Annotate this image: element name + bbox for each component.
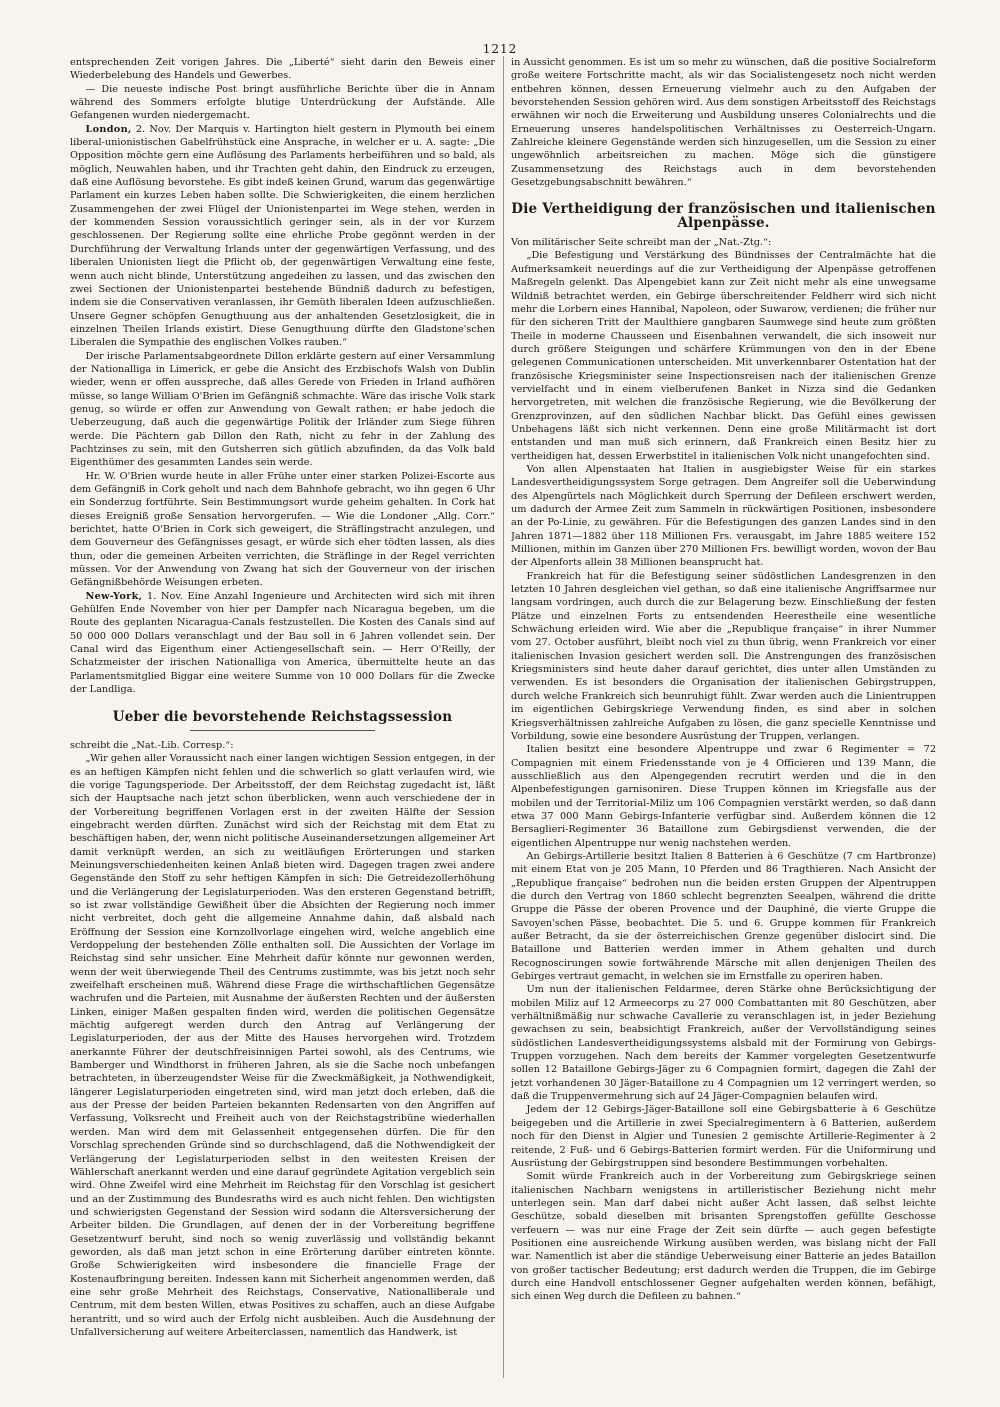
left-column xyxy=(70,56,495,1376)
page-number: 1212 xyxy=(482,42,518,56)
paragraph-source-ntz: Von militärischer Seite schreibt man der „Nat.-Ztg.“: xyxy=(511,237,772,249)
paragraph-obrien: Hr. W. O'Brien wurde heute in aller Frühe unter einer starken Polizei-Escorte aus dem Gefängniß in Cork geholt und nach dem Bahnhofe gebracht, wo ihn gegen 6 Uhr ein Sonderzug fortführte. Sein Bestimmungsort wurde geheim gehalten. In Cork hat dieses Ereigniß große Sensation hervorgerufen. — Wie die Londoner „Allg. Corr.“ berichtet, hatte O'Brien in Cork sich geweigert, die Sträflingstracht anzulegen, und dem Gouverneur des Gefängnisses gesagt, er würde sich eher tödten lassen, als dies thun, oder die gemeinen Arbeiten verrichten, die Sträflinge in der Regel verrichten müssen. Vor der Anwendung von Zwang hat sich der Gouverneur von der irischen Gefängnißbehörde Weisungen erbeten. xyxy=(70,470,495,589)
column-divider xyxy=(503,56,504,1378)
dateline-newyork: New-York, xyxy=(85,590,143,602)
paragraph-continued: in Aussicht genommen. Es ist um so mehr zu wünschen, daß die positive Socialreform große weitere Fortschritte macht, als wir das Socialistengesetz noch nicht werden entbehren können, dessen Erneuerung vielmehr auch zu den Aufgaben der bevorstehenden Session gehören wird. Aus dem sonstigen Arbeitsstoff des Reichstags erwähnen wir noch die Erweiterung und Ausbildung unseres Colonialrechts und die Erneuerung unseres handelspolitischen Verhältnisses zu Oesterreich-Ungarn. Zahlreiche kleinere Gegenstände werden sich hinzugesellen, um die Session zu einer ungewöhnlich arbeitsreichen zu machen. Möge sich die günstigere Zusammensetzung des Reichstags auch in dem bevorstehenden Gesetzgebungsabschnitt bewähren.“ xyxy=(511,57,936,189)
paragraph-source: schreibt die „Nat.-Lib. Corresp.“: xyxy=(70,739,234,751)
paragraph-alpen-5: An Gebirgs-Artillerie besitzt Italien 8 Batterien à 6 Geschütze (7 cm Hartbronze) mit einem Etat von je 205 Mann, 10 Pferden und 86 Tragthieren. Nach Ansicht der „Republique française“ bedrohen nun die beiden ersten Gruppen der Alpentruppen die durch den Vertrag von 1860 schlecht begrenzten Seealpen, während die dritte Gruppe die Pässe der oberen Provence und der Dauphiné, die vierte Gruppe die Savoyen'schen Pässe, beobachtet. Die 5. und 6. Gruppe kommen für Frankreich außer Betracht, da sie der österreichischen Grenze gegenüber dislocirt sind. Die Bataillone und Batterien werden immer in Athem gehalten und durch Recognoscirungen sowie fortwährende Märsche mit allen denjenigen Theilen des Gebirges vertraut gemacht, in welchen sie im Ernstfalle zu operiren haben. xyxy=(511,850,936,983)
paragraph-alpen-4: Italien besitzt eine besondere Alpentruppe und zwar 6 Regimenter = 72 Compagnien mit einem Friedensstande von je 4 Officieren und 139 Mann, die ausschließlich aus den Alpengegenden recrutirt werden und die in den Alpenbefestigungen garnisoniren. Diese Truppen können im Kriegsfalle aus der mobilen und der Territorial-Miliz um 106 Compagnien verstärkt werden, so daß dann etwa 37 000 Mann Gebirgs-Infanterie verfügbar sind. Außerdem können die 12 Bersaglieri-Regimenter 36 Bataillone zum Gebirgsdienst verwenden, die der eigentlichen Alpentruppe nur wenig nachstehen werden. xyxy=(511,744,936,849)
heading-alpenpaesse: Die Vertheidigung der französischen und italienischen Alpenpässe. xyxy=(511,201,936,231)
paragraph-session: „Wir gehen aller Voraussicht nach einer langen wichtigen Session entgegen, in der es an heftigen Kämpfen nicht fehlen und die schwerlich so glatt verlaufen wird, wie die vorige Tagungsperiode. Der Arbeitsstoff, der dem Reichstag zugedacht ist, läßt sich der Hauptsache nach jetzt schon überblicken, wenn auch verschiedene der in der Vorbereitung begriffenen Vorlagen erst in der zweiten Hälfte der Session eingebracht werden dürften. Zunächst wird sich der Reichstag mit dem Etat zu beschäftigen haben, der, wenn nicht politische Auseinandersetzungen allgemeiner Art damit verknüpft werden, an sich zu weitläufigen Erörterungen und starken Meinungsverschiedenheiten keinen Anlaß bieten wird. Dagegen tragen zwei andere Gegenstände den Stoff zu sehr heftigen Kämpfen in sich: Die Getreidezollerhöhung und die Verlängerung der Legislaturperioden. Was den ersteren Gegenstand betrifft, so ist zwar vollständige Gewißheit über die Absichten der Regierung noch immer nicht verbreitet, doch geht die allgemeine Annahme dahin, daß alsbald nach Eröffnung der Session eine Kornzollvorlage eingehen wird, welche angeblich eine Verdoppelung der bestehenden Zölle enthalten soll. Die Aussichten der Vorlage im Reichstag sind sehr unsicher. Eine Mehrheit dafür könnte nur gewonnen werden, wenn der weit überwiegende Theil des Centrums zustimmte, was bis jetzt noch sehr zweifelhaft erscheinen muß. Während diese Frage die wirthschaftlichen Gegensätze wachrufen und die Parteien, mit Ausnahme der äußersten Rechten und der äußersten Linken, einiger Maßen gespalten finden wird, werden die politischen Gegensätze mächtig aufgeregt werden durch den Antrag auf Verlängerung der Legislaturperioden, der aus der Mitte des Hauses hervorgehen wird. Trotzdem anerkannte Führer der deutschfreisinnigen Partei sowohl, als des Centrums, wie Bamberger und Windthorst in früheren Jahren, als sie die Sache noch unbefangen betrachteten, in überzeugendster Weise für die Zweckmäßigkeit, ja Nothwendigkeit, längerer Legislaturperioden eingetreten sind, wird man jetzt doch erleben, daß die aus der Presse der beiden Parteien bekannten Redensarten von den Angriffen auf Verfassung, Volksrecht und Freiheit auch von der Reichstagstribüne wiederhallen werden. Man wird dem mit Gelassenheit entgegensehen dürfen. Die für den Vorschlag sprechenden Gründe sind so durchschlagend, daß die Nothwendigkeit der Verlängerung der Legislaturperioden selbst in den weitesten Kreisen der Wählerschaft anerkannt werden und eine darauf gegründete Agitation vergeblich sein wird. Ohne Zweifel wird eine Mehrheit im Reichstag für den Vorschlag ist gesichert und an der Zustimmung des Bundesraths wird es auch nicht fehlen. Den wichtigsten und schwierigsten Gegenstand der Session wird sodann die Altersversicherung der Arbeiter bilden. Die Grundlagen, auf denen der in der Vorbereitung begriffene Gesetzentwurf beruht, sind noch so wenig zuverlässig und vollständig bekannt geworden, als daß man jetzt schon in eine Erörterung darüber eintreten könnte. Große Schwierigkeiten wird insbesondere die financielle Frage der Kostenaufbringung bereiten. Indessen kann mit Sicherheit angenommen werden, daß eine sehr große Mehrheit des Reichstags, Conservative, Nationalliberale und Centrum, mit dem besten Willen, etwas Positives zu schaffen, auch an diese Aufgabe herantritt, und so wird auch der Erfolg nicht ausbleiben. Auch die Ausdehnung der Unfallversicherung auf weitere Arbeiterclassen, namentlich das Handwerk, ist xyxy=(70,753,495,1338)
heading-reichstag: Ueber die bevorstehende Reichstagssession xyxy=(112,708,453,725)
paragraph-london xyxy=(70,123,495,350)
dateline-london: London, xyxy=(85,123,132,135)
right-column xyxy=(511,56,936,1376)
paragraph-alpen-1: „Die Befestigung und Verstärkung des Bündnisses der Centralmächte hat die Aufmerksamkeit neuerdings auf die zur Vertheidigung der Alpenpässe getroffenen Maßregeln gelenkt. Das Alpengebiet kann zur Zeit nicht mehr als eine unwegsame Wildniß betrachtet werden, ein Gebirge überschreitender Feldherr wird sich nicht mehr die Lorbern eines Hannibal, Napoleon, oder Suwarow, verdienen; die früher nur für den sicheren Tritt der Maulthiere gangbaren Saumwege sind heute zum größten Theile in moderne Chausseen und Eisenbahnen verwandelt, die sich insoweit nur durch größere Steigungen und schärfere Krümmungen von den in der Ebene gelegenen Communicationen unterscheiden. Mit unverkennbarer Ostentation hat der französische Kriegsminister seine Inspectionsreisen nach der italienischen Grenze vervielfacht und in einem vielberufenen Banket in Nizza sind die Gedanken hervorgetreten, mit welchen die französische Regierung, wie die Bevölkerung der Grenzprovinzen, auf den südlichen Nachbar blickt. Das Gefühl eines gewissen Unbehagens läßt sich nicht verkennen. Denn eine große Militärmacht ist dort entstanden und man muß sich erinnern, daß Frankreich einen Besitz hier zu vertheidigen hat, dessen Erwerbstitel in italienischen Volk nicht unangefochten sind. xyxy=(511,250,936,462)
paragraph-intro: entsprechenden Zeit vorigen Jahres. Die „Liberté“ sieht darin den Beweis einer Wiederbelebung des Handels und Gewerbes. xyxy=(70,57,495,82)
newyork-text: 1. Nov. Eine Anzahl Ingenieure und Architecten wird sich mit ihren Gehülfen Ende November von hier per Dampfer nach Nicaragua begeben, um die Route des geplanten Nicaragua-Canals festzustellen. Die Kosten des Canals sind auf 50 000 000 Dollars veranschlagt und der Bau soll in 6 Jahren vollendet sein. Der Canal wird das Eigenthum einer Actiengesellschaft sein. — Herr O'Reilly, der Schatzmeister der irischen Nationalliga von America, übermittelte heute an das Parlamentsmitglied Biggar eine weitere Summe von 10 000 Dollars für die Zwecke der Landliga. xyxy=(70,590,495,696)
london-text: 2. Nov. Der Marquis v. Hartington hielt gestern in Plymouth bei einem liberal-unionistischen Gabelfrühstück eine Ansprache, in welcher er u. A. sagte: „Die Opposition möchte gern eine Auflösung des Parlaments herbeiführen und so bald, als möglich, Neuwahlen haben, und ihr Trachten geht dahin, den Eindruck zu erzeugen, daß eine Auflösung bevorstehe. Es gibt indeß keinen Grund, warum das gegenwärtige Parlament ein kurzes Leben haben sollte. Die Schwierigkeiten, die einem herzlichen Zusammengehen der zwei Flügel der Unionistenpartei im Wege stehen, werden in der kommenden Session voraussichtlich geringer sein, als in der vor Kurzem geschlossenen. Der Regierung sollte eine ehrliche Probe gegönnt werden in der Durchführung der Verwaltung Irlands unter der gegenwärtigen Verfassung, und des liberalen Unionisten liegt die Pflicht ob, der gegenwärtigen Verwaltung eine feste, wenn auch nicht blinde, Unterstützung angedeihen zu lassen, und das zwischen den zwei Sectionen der Unionistenpartei bestehende Bündniß dadurch zu befestigen, indem sie die Conservativen veranlassen, ihr Gemüth liberalen Ideen aufzuschließen. Unsere Gegner schöpfen Genugthuung aus der anhaltenden Gesetzlosigkeit, die in einzelnen Theilen Irlands existirt. Diese Genugthuung dürfte den Gladstone'schen Liberalen die Sympathie des englischen Volkes rauben.“ xyxy=(70,123,495,349)
paragraph-alpen-8: Somit würde Frankreich auch in der Vorbereitung zum Gebirgskriege seinen italienischen Nachbarn wenigstens in artilleristischer Beziehung nicht mehr unterlegen sein. Man darf dabei nicht außer Acht lassen, daß selbst leichte Geschütze, sobald dieselben mit brisanten Sprengstoffen gefüllte Geschosse verfeuern — was nur eine Frage der Zeit sein dürfte — auch gegen befestigte Positionen eine ausreichende Wirkung ausüben werden, was bislang nicht der Fall war. Namentlich ist aber die ständige Ueberweisung einer Batterie an jedes Bataillon von großer tactischer Bedeutung; erst dadurch werden die Truppen, die im Gebirge durch eine Handvoll entschlossener Gegner aufgehalten werden können, befähigt, sich einen Weg durch die Defileen zu bahnen.“ xyxy=(511,1171,936,1303)
heading-rule xyxy=(190,730,375,731)
paragraph-annam: — Die neueste indische Post bringt ausführliche Berichte über die in Annam während des Sommers erfolgte blutige Unterdrückung der Aufstände. Alle Gefangenen wurden niedergemacht. xyxy=(70,83,495,122)
paragraph-alpen-2: Von allen Alpenstaaten hat Italien in ausgiebigster Weise für ein starkes Landesvertheidigungssystem Sorge getragen. Dem Angreifer soll die Ueberwindung des Alpengürtels nach Möglichkeit durch Sperrung der Defileen erschwert werden, um dadurch der Armee Zeit zum Sammeln in rückwärtigen Positionen, insbesondere an der Po-Linie, zu gewähren. Für die Befestigungen des ganzen Landes sind in den Jahren 1871—1882 über 118 Millionen Frs. verausgabt, im Jahre 1885 weitere 152 Millionen, mithin im Ganzen über 270 Millionen Frs. bewilligt worden, wovon der Bau der Alpenforts allein 38 Millionen beansprucht hat. xyxy=(511,463,936,569)
paragraph-alpen-6: Um nun der italienischen Feldarmee, deren Stärke ohne Berücksichtigung der mobilen Miliz auf 12 Armeecorps zu 27 000 Combattanten mit 80 Geschützen, aber verhältnißmäßig nur schwache Cavallerie zu veranschlagen ist, in jeder Beziehung gewachsen zu sein, beabsichtigt Frankreich, außer der Vervollständigung seines südöstlichen Landesvertheidigungssystems alsbald mit der Formirung von Gebirgs-Truppen vorzugehen. Nach dem bereits der Kammer vorgelegten Gesetzentwurfe sollen 12 Bataillone Gebirgs-Jäger zu 6 Compagnien formirt, dagegen die Zahl der jetzt vorhandenen 30 Jäger-Bataillone zu 4 Compagnien um 12 verringert werden, so daß die Truppenvermehrung sich auf 24 Jäger-Compagnien belaufen wird. xyxy=(511,984,936,1103)
paragraph-dillon: Der irische Parlamentsabgeordnete Dillon erklärte gestern auf einer Versammlung der Nationalliga in Limerick, er gebe die Ansicht des Erzbischofs Walsh von Dublin wieder, wenn er offen ausspreche, daß alles Gerede von Frieden in Irland aufhören müsse, so lange William O'Brien im Gefängniß schmachte. Wäre das irische Volk stark genug, so würde er offen zur Anwendung von Gewalt rathen; er habe jedoch die Ueberzeugung, daß auch die gegenwärtige Politik der Irländer zum Siege führen werde. Die Pächtern gab Dillon den Rath, nicht zu fehr in der Zahlung des Pachtzinses zu sein, mit den Gutsherren sich gütlich abzufinden, da das Volk bald Eigenthümer des gesammten Landes sein werde. xyxy=(70,350,495,469)
paragraph-alpen-7: Jedem der 12 Gebirgs-Jäger-Bataillone soll eine Gebirgsbatterie à 6 Geschütze beigegeben und die Artillerie in zwei Specialregimentern à 6 Batterien, außerdem noch für den Dienst in Algier und Tunesien 2 gemischte Artillerie-Regimenter à 2 reitende, 2 Fuß- und 6 Gebirgs-Batterien formirt werden. Für die Uniformirung und Ausrüstung der Gebirgstruppen sind besondere Bestimmungen vorbehalten. xyxy=(511,1104,936,1169)
paragraph-newyork xyxy=(70,590,495,697)
paragraph-alpen-3: Frankreich hat für die Befestigung seiner südöstlichen Landesgrenzen in den letzten 10 Jahren desgleichen viel gethan, so daß eine italienische Angriffsarmee nur langsam vordringen, auch durch die zur Belagerung bezw. Einschließung der festen Plätze und einzelnen Forts zu entsendenden Heerestheile eine wesentliche Schwächung erleiden wird. Wie aber die „Republique française“ in ihrer Nummer vom 27. October ausführt, bleibt noch viel zu thun übrig, wenn Frankreich vor einer italienischen Invasion gesichert werden soll. Die Anstrengungen des französischen Kriegsministers sind heute daher darauf gerichtet, dies unter allen Umständen zu verwenden. Es ist besonders die Organisation der italienischen Gebirgstruppen, durch welche Frankreich sich beunruhigt fühlt. Zwar werden auch die Linientruppen im eigentlichen Gebirgskriege Verwendung finden, es sind aber in solchen Kriegsverhältnissen zahlreiche Aufgaben zu lösen, die ganz specielle Kenntnisse und Vorbildung, sowie eine besondere Ausrüstung der Truppen, verlangen. xyxy=(511,570,936,742)
